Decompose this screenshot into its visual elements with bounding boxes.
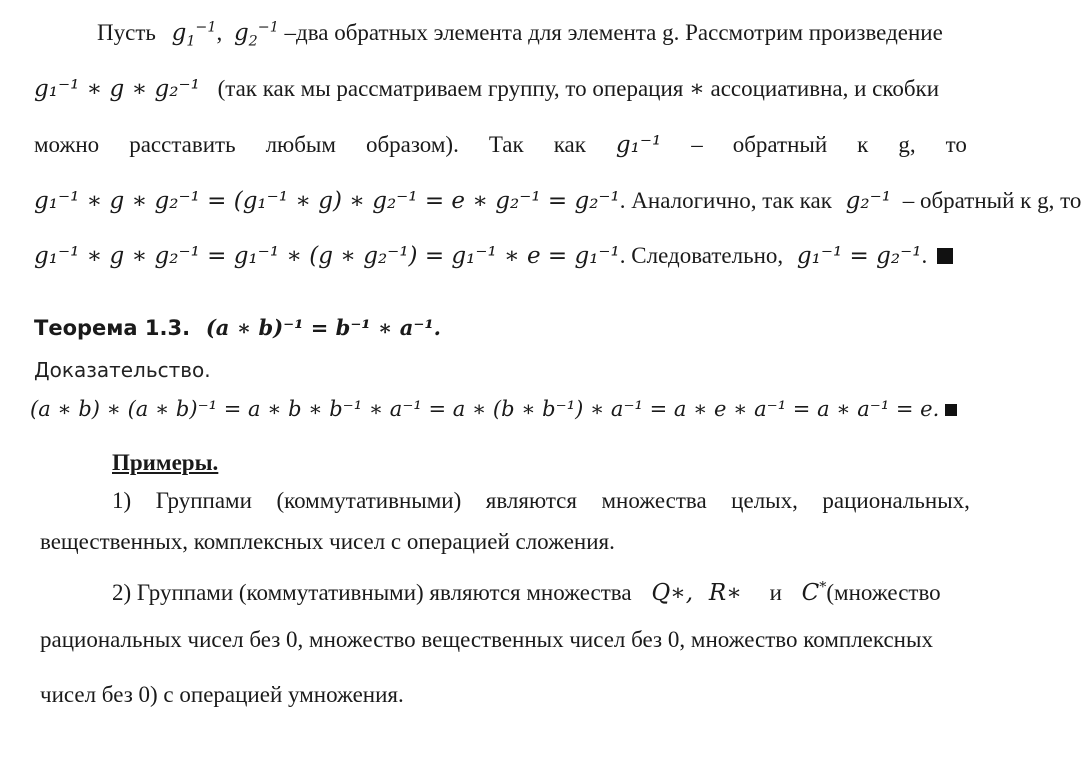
word: g,	[898, 132, 916, 157]
math-g1-inverse: g₁⁻¹	[615, 132, 662, 158]
comma: ,	[216, 20, 223, 45]
word: целых,	[731, 488, 798, 513]
dash: –	[691, 132, 703, 157]
proof-line-3	[34, 130, 967, 160]
word: обратный	[732, 132, 828, 157]
math-g2-inverse: $g_2^{-1}$	[233, 19, 279, 50]
text-segment: . Аналогично, так как	[619, 188, 832, 213]
word: Группами	[155, 488, 252, 513]
text-segment: –два обратных элемента для элемента g. Рассмотрим произведение	[284, 20, 943, 45]
word: к	[857, 132, 869, 157]
word: 1)	[112, 488, 132, 513]
text-segment: (множество	[826, 580, 941, 605]
examples-heading-line	[112, 448, 218, 478]
word: можно	[34, 132, 100, 157]
word: образом).	[365, 132, 459, 157]
proof-line-1	[97, 18, 967, 48]
text-segment: – обратный к g, то	[902, 188, 1081, 213]
proof-line-4	[34, 186, 1081, 216]
example-2-line-1	[112, 578, 972, 608]
theorem-label: Теорема 1.3.	[34, 316, 191, 340]
qed-square-icon	[937, 248, 953, 264]
word: расставить	[129, 132, 236, 157]
word: рациональных,	[822, 488, 970, 513]
math-g2-inverse: g₂⁻¹	[845, 188, 891, 214]
text-segment: (так как мы рассматриваем группу, то операция ∗ ассоциативна, и скобки	[217, 76, 940, 101]
example-2-line-2	[40, 625, 933, 655]
text-segment: Пусть	[97, 20, 156, 45]
word: как	[553, 132, 586, 157]
word: Так	[488, 132, 524, 157]
math-g1-inverse: $g_1^{-1}$	[171, 19, 217, 50]
period: .	[921, 243, 928, 268]
text-segment: . Следовательно,	[619, 243, 784, 268]
text-segment: и	[769, 580, 782, 605]
text-segment: вещественных, комплексных чисел с операцией сложения.	[40, 529, 615, 554]
math-conclusion: g₁⁻¹ = g₂⁻¹	[796, 243, 922, 269]
word: то	[945, 132, 967, 157]
word: (коммутативными)	[276, 488, 462, 513]
qed-square-icon	[945, 404, 957, 416]
proof-label: Доказательство.	[34, 358, 211, 382]
proof-equation: (𝑎 ∗ 𝑏) ∗ (𝑎 ∗ 𝑏)⁻¹ = 𝑎 ∗ 𝑏 ∗ 𝑏⁻¹ ∗ 𝑎⁻¹ = 𝑎 ∗ (𝑏 ∗ 𝑏⁻¹) ∗ 𝑎⁻¹ = 𝑎 ∗ 𝑒 ∗ 𝑎⁻¹ = 𝑎 ∗ 𝑎⁻¹ = 𝑒.	[30, 397, 940, 421]
proof-equation-line	[30, 394, 957, 424]
theorem-line	[34, 313, 441, 343]
word: множества	[601, 488, 707, 513]
word: любым	[265, 132, 336, 157]
theorem-statement: (𝒂 ∗ 𝒃)⁻¹ = 𝒃⁻¹ ∗ 𝒂⁻¹.	[205, 315, 441, 340]
text-segment: 2) Группами (коммутативными) являются множества	[112, 580, 632, 605]
examples-heading: Примеры.	[112, 450, 219, 475]
math-set-q: Q∗,	[651, 580, 694, 606]
text-segment: чисел без 0) с операцией умножения.	[40, 682, 404, 707]
example-1-line-1	[112, 486, 970, 516]
math-set-r: R∗	[708, 580, 742, 606]
math-expression: g₁⁻¹ ∗ g ∗ g₂⁻¹ = (g₁⁻¹ ∗ g) ∗ g₂⁻¹ = e ∗ g₂⁻¹ = g₂⁻¹	[34, 188, 620, 214]
proof-label-line	[34, 355, 211, 385]
math-expression: g₁⁻¹ ∗ g ∗ g₂⁻¹	[34, 76, 200, 102]
proof-line-2	[34, 74, 967, 104]
word: являются	[485, 488, 577, 513]
math-expression: g₁⁻¹ ∗ g ∗ g₂⁻¹ = g₁⁻¹ ∗ (g ∗ g₂⁻¹) = g₁⁻¹ ∗ e = g₁⁻¹	[34, 243, 620, 269]
example-1-line-2	[40, 527, 615, 557]
example-2-line-3	[40, 680, 404, 710]
math-set-c: C*	[801, 579, 827, 606]
text-segment: рациональных чисел без 0, множество вещественных чисел без 0, множество комплексных	[40, 627, 933, 652]
proof-line-5	[34, 241, 967, 271]
